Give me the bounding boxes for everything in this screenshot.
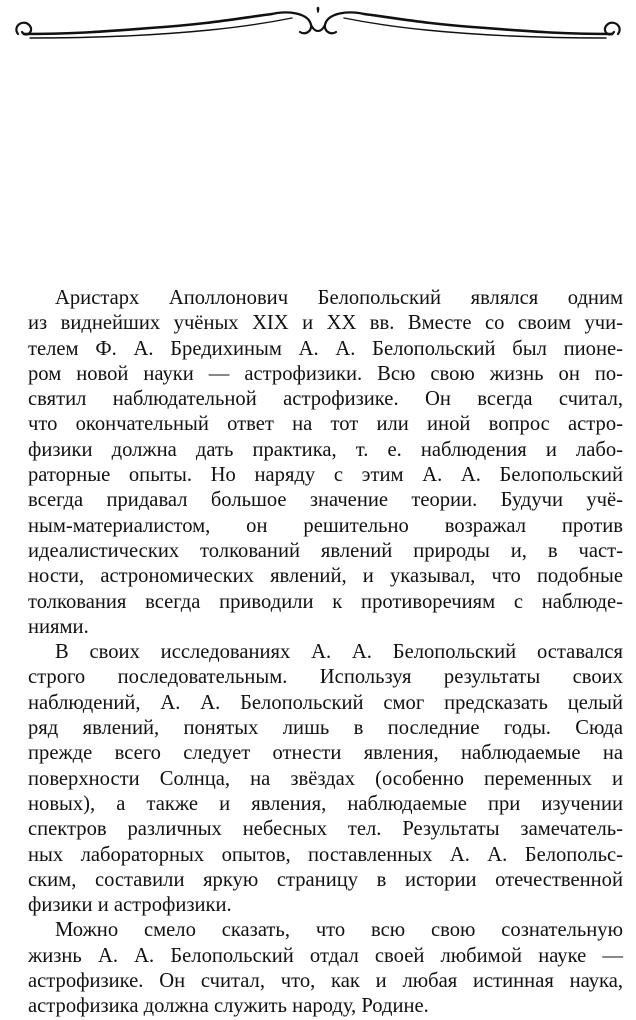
text-line: святил наблюдательной астрофизике. Он всегда считал, [28,388,623,411]
text-line: что окончательный ответ на тот или иной вопрос астро- [28,413,623,436]
text-line: ных лабораторных опытов, поставленных А. А. Белопольс- [28,843,623,866]
text-line: из виднейших учёных XIX и XX вв. Вместе со своим учи- [28,312,623,335]
text-line: ром новой науки — астрофизики. Всю свою жизнь он по- [28,362,623,385]
text-line: ным-материалистом, он решительно возражал против [28,514,623,537]
text-line: астрофизика должна служить народу, Родине. [28,995,429,1018]
text-line: жизнь А. А. Белопольский отдал своей любимой науке — [28,944,623,967]
text-line: ским, составили яркую страницу в истории отечественной [28,868,623,891]
text-line: ниями. [28,615,89,638]
text-line: физики и астрофизики. [28,894,232,917]
text-line: идеалистических толкований явлений природы и, в част- [28,539,623,562]
text-line: Аристарх Аполлонович Белопольский являлся одним [55,287,623,309]
ornament-header-icon [10,4,626,48]
text-line: спектров различных небесных тел. Результаты замечатель- [28,818,623,841]
text-line: поверхности Солнца, на звёздах (особенно переменных и [28,767,623,790]
text-line: всегда придавал большое значение теории. Будучи учё- [28,489,623,512]
text-line: астрофизике. Он считал, что, как и любая истинная наука, [28,970,623,993]
text-line: Можно смело сказать, что всю свою сознательную [55,919,623,942]
text-line: строго последовательным. Используя результаты своих [28,666,623,689]
text-line: В своих исследованиях А. А. Белопольский оставался [55,641,623,664]
text-line: новых), а также и явления, наблюдаемые при изучении [28,792,623,815]
text-line: раторные опыты. Но наряду с этим А. А. Белопольский [28,464,623,487]
text-line: телем Ф. А. Бредихиным А. А. Белопольский был пионе- [28,337,623,360]
text-line: ряд явлений, понятых лишь в последние годы. Сюда [28,717,623,740]
body-text [28,286,623,1020]
text-line: наблюдений, А. А. Белопольский смог предсказать целый [28,691,623,714]
text-line: толкования всегда приводили к противоречиям с наблюде- [28,590,623,613]
text-line: физики должна дать практика, т. е. наблюдения и лабо- [28,438,623,461]
text-line: ности, астрономических явлений, и указывал, что подобные [28,565,623,588]
text-line: прежде всего следует отнести явления, наблюдаемые на [28,742,623,765]
